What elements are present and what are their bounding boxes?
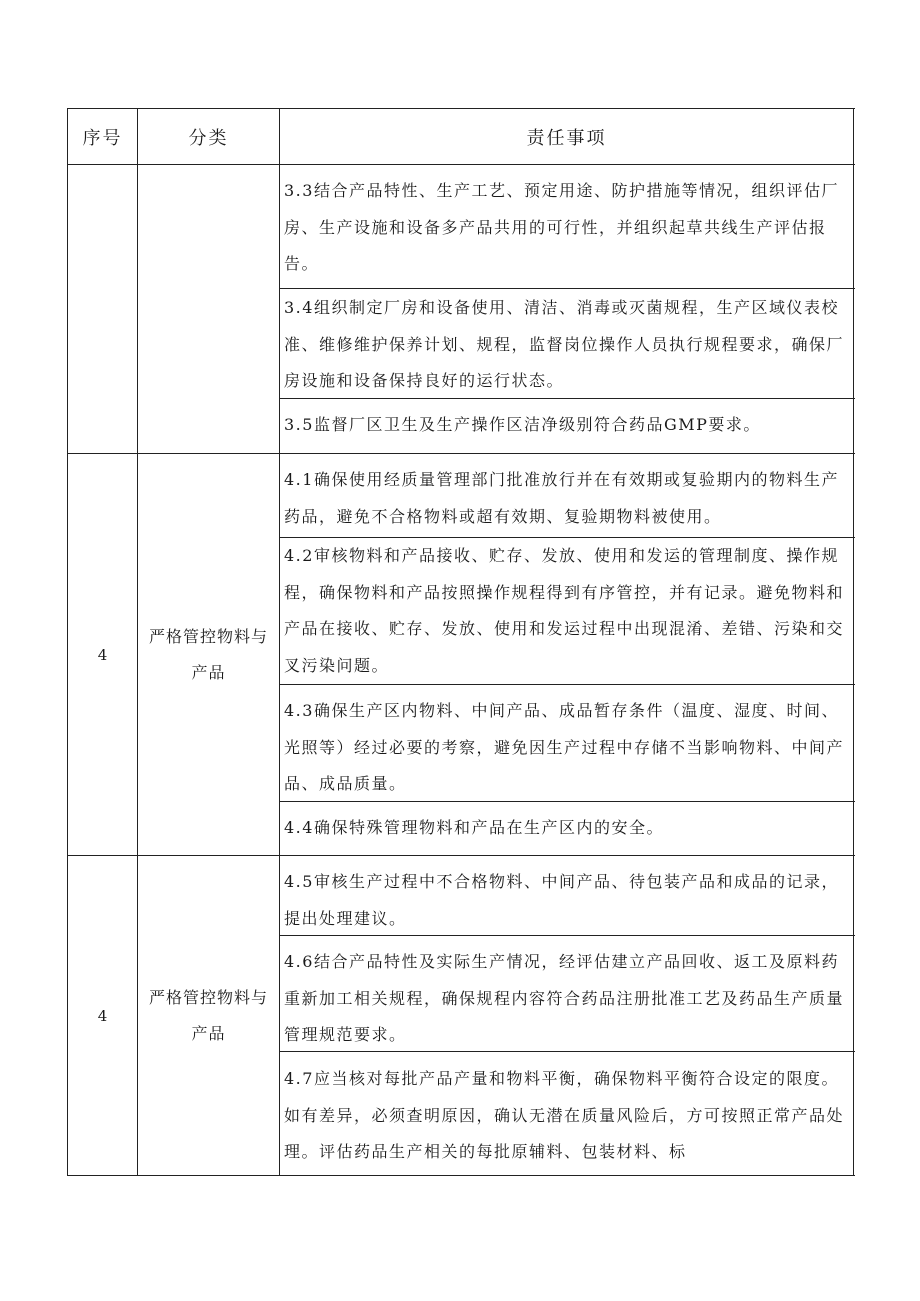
duty-item: 3.4组织制定厂房和设备使用、清洁、消毒或灭菌规程，生产区域仪表校准、维修维护保养计划、规程，监督岗位操作人员执行规程要求，确保厂房设施和设备保持良好的运行状态。 [284, 298, 845, 390]
row-divider [279, 684, 855, 685]
row-divider [279, 801, 855, 802]
group-index: 4 [97, 645, 108, 664]
header-duty: 责任事项 [526, 127, 607, 149]
row-divider [279, 398, 855, 399]
duty-item: 4.2审核物料和产品接收、贮存、发放、使用和发运的管理制度、操作规程，确保物料和产品按照操作规程得到有序管控，并有记录。避免物料和产品在接收、贮存、发放、使用和发运过程中出现混淆、差错、污染和交叉污染问题。 [284, 546, 845, 675]
group-category: 严格管控物料与产品 [148, 987, 268, 1043]
table-border-bottom [67, 1175, 855, 1176]
duty-item: 4.5审核生产过程中不合格物料、中间产品、待包装产品和成品的记录，提出处理建议。 [284, 872, 839, 928]
group-index: 4 [97, 1006, 108, 1025]
column-divider [137, 108, 138, 1176]
group-category [140, 165, 277, 453]
group-index [68, 165, 137, 453]
duty-item: 3.5监督厂区卫生及生产操作区洁净级别符合药品GMP要求。 [284, 415, 761, 434]
duty-item: 4.1确保使用经质量管理部门批准放行并在有效期或复验期内的物料生产药品，避免不合格物料或超有效期、复验期物料被使用。 [284, 470, 839, 526]
duty-item: 4.3确保生产区内物料、中间产品、成品暂存条件（温度、湿度、时间、光照等）经过必要的考察，避免因生产过程中存储不当影响物料、中间产品、成品质量。 [284, 701, 845, 793]
duty-item: 4.7应当核对每批产品产量和物料平衡，确保物料平衡符合设定的限度。如有差异，必须查明原因，确认无潜在质量风险后，方可按照正常产品处理。评估药品生产相关的每批原辅料、包装材料、标 [284, 1069, 845, 1161]
header-category: 分类 [188, 127, 229, 149]
duty-item: 4.6结合产品特性及实际生产情况，经评估建立产品回收、返工及原料药重新加工相关规程，确保规程内容符合药品注册批准工艺及药品生产质量管理规范要求。 [284, 952, 845, 1044]
duty-item: 4.4确保特殊管理物料和产品在生产区内的安全。 [284, 818, 664, 837]
duty-item: 3.3结合产品特性、生产工艺、预定用途、防护措施等情况，组织评估厂房、生产设施和设备多产品共用的可行性，并组织起草共线生产评估报告。 [284, 181, 839, 273]
header-index: 序号 [82, 127, 123, 149]
group-category: 严格管控物料与产品 [148, 626, 268, 682]
